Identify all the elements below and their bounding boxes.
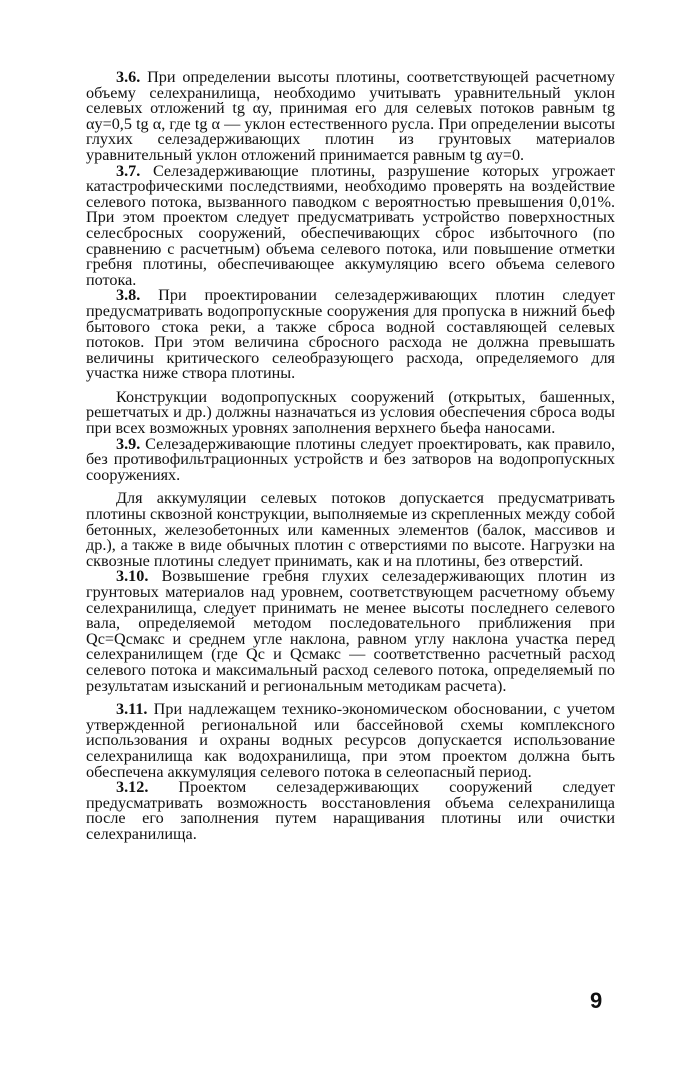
section-text: При проектировании селезадерживающих плотин следует предусматривать водопропускные сооружения для пропуска в нижний бьеф бытового стока реки, а также сброса водной составляющей селевых потоков. При этом величина сбросного расхода не должна превышать величины критического селеобразующего расхода, определяемого для участка ниже створа плотины. — [86, 286, 616, 383]
page-number: 9 — [590, 988, 603, 1013]
section-text: При надлежащем технико-экономическом обосновании, с учетом утвержденной региональной или бассейновой схемы комплексного использования и охраны водных ресурсов допускается использование селехранилища как водохранилища, при этом проектом должна быть обеспечена аккумуляция селевого потока в селеопасный период. — [86, 700, 615, 781]
section-number: 3.11. — [116, 700, 148, 719]
section-number: 3.6. — [116, 68, 141, 86]
section-number: 3.7. — [116, 161, 141, 180]
section-number: 3.10. — [116, 567, 149, 586]
section-3-9 — [86, 434, 615, 484]
paragraph-through-dams — [86, 491, 615, 569]
section-number: 3.12. — [116, 778, 149, 797]
section-text: Возвышение гребня глухих селезадерживающих плотин из грунтовых материалов над уровнем, соответствующем расчетному объему селехранилища, следует принимать не менее высоты последнего селевого вала, определяемой методом последовательного приближения при Qc=Qcмакс и среднем угле наклона, равном углу наклона участка перед селехранилищем (где Qc и Qcмакс — соответственно расчетный расход селевого потока и максимальный расход селевого потока, определяемый по результатам изысканий и региональным методикам расчета). — [86, 567, 616, 695]
section-text: Селезадерживающие плотины, разрушение которых угрожает катастрофическими последствиями, необходимо проверять на воздействие селевого потока, вызванного паводком с вероятностью превышения 0,01%. При этом проектом следует предусматривать устройство поверхностных селесбросных сооружений, обеспечивающих сброс избыточного (по сравнению с расчетным) объема селевого потока, или повышение отметки гребня плотины, обеспечивающее аккумуляцию всего объема селевого потока. — [86, 161, 615, 289]
section-3-6 — [86, 70, 615, 164]
section-text: Селезадерживающие плотины следует проектировать, как правило, без противофильтрационных устройств и без затворов на водопропускных сооружениях. — [86, 434, 615, 484]
paragraph-text: Для аккумуляции селевых потоков допускается предусматривать плотины сквозной конструкции, выполняемые из скрепленных между собой бетонных, железобетонных или каменных элементов (балок, массивов и др.), а также в виде обычных плотин с отверстиями по высоте. Нагрузки на сквозные плотины следует принимать, как и на плотины, без отверстий. — [86, 489, 615, 570]
paragraph-text: Конструкции водопропускных сооружений (открытых, башенных, решетчатых и др.) должны назначаться из условия обеспечения сброса воды при всех возможных уровнях заполнения верхнего бьефа наносами. — [86, 387, 615, 438]
section-3-10 — [86, 569, 615, 694]
document-body — [86, 70, 615, 843]
section-3-8 — [86, 288, 615, 382]
section-text: Проектом селезадерживающих сооружений следует предусматривать возможность восстановления объема селехранилища после его заполнения путем наращивания плотины или очистки селехранилища. — [86, 778, 615, 843]
section-number: 3.9. — [116, 434, 141, 453]
section-number: 3.8. — [116, 286, 141, 305]
section-3-11 — [86, 702, 615, 780]
section-text: При определении высоты плотины, соответствующей расчетному объему селехранилища, необходимо учитывать уравнительный уклон селевых отложений tg αy, принимая его для селевых потоков равным tg αy=0,5 tg α, где tg α — уклон естественного русла. При определении высоты глухих селезадерживающих плотин из грунтовых материалов уравнительный уклон отложений принимается равным tg αy=0. — [86, 68, 615, 164]
section-3-7 — [86, 161, 615, 289]
paragraph-outlet-structures — [86, 387, 615, 438]
section-3-12 — [86, 780, 615, 842]
